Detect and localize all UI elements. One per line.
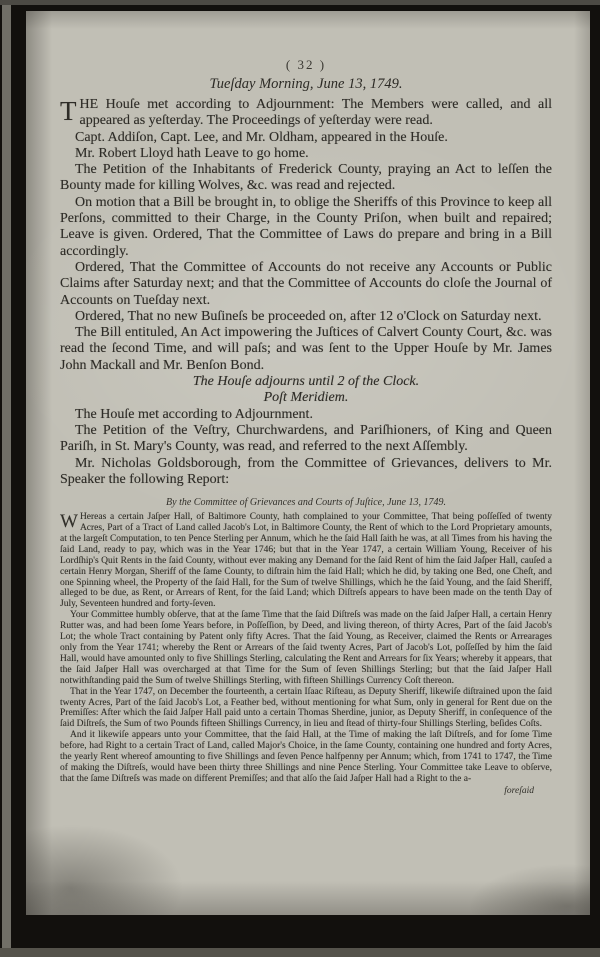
main-text-block	[60, 97, 552, 488]
paragraph: Mr. Robert Lloyd hath Leave to go home.	[75, 145, 309, 161]
page-number: ( 32 )	[285, 57, 327, 72]
paragraph: The Petition of the Veſtry, Churchwardens, and Pariſhioners, of King and Queen Pariſh, in St. Mary's County, was read, and referred to the next Aſſembly.	[60, 422, 552, 455]
adjournment-line: The Houſe adjourns until 2 of the Clock.	[192, 374, 420, 390]
paragraph: The Petition of the Inhabitants of Frederick County, praying an Act to leſſen the Bounty made for killing Wolves, &c. was read and rejected.	[60, 162, 552, 194]
paper	[26, 11, 590, 915]
dropcap-letter: T	[60, 96, 77, 126]
paragraph	[60, 97, 552, 130]
paragraph: Mr. Nicholas Goldsborough, from the Committee of Grievances, delivers to Mr. Speaker the following Report:	[60, 455, 552, 487]
paragraph: Ordered, That no new Buſineſs be proceeded on, after 12 o'Clock on Saturday next.	[75, 308, 542, 324]
report-paragraph	[60, 512, 552, 610]
committee-report-block	[60, 496, 552, 797]
paragraph: The Bill entituled, An Act impowering the Juſtices of Calvert County Court, &c. was read the ſecond Time, and will paſs; and was ſent to the Upper Houſe by Mr. James John Mackall and Mr. Benſon Bond.	[60, 325, 552, 373]
page-content	[60, 57, 552, 797]
report-paragraph: Your Committee humbly obſerve, that at the ſame Time that the ſaid Diſtreſs was made on the ſaid Jaſper Hall, a certain Henry Rutter was, and had been ſome Years before, in Poſſeſſion, by Deed, and living thereon, of thirty Acres, Part of the ſaid Jacob's Lot; the whole Tract containing by Patent only fifty Acres. That the ſaid Young, as Receiver, claimed the Rents or Arrearages only from the Year 1741; whereby the Rent or Arrears of the ſaid twenty Acres, Part of Jacob's Lot, poſſeſſed by him the ſaid Hall, would have amounted only to five Shillings Sterling, calculating the Rent and Arrears for ſix Years; whereby it appears, that the ſaid Jaſper Hall was overcharged at that Time for the Sum of ſeven Shillings Sterling; but that the ſaid Jaſper Hall notwithſtanding paid the Sum of twelve Shillings Sterling, with fifteen Shillings Currency Coſt thereon.	[60, 610, 552, 686]
post-meridiem-line: Poſt Meridiem.	[263, 390, 349, 406]
report-paragraph: And it likewiſe appears unto your Committee, that the ſaid Hall, at the Time of making the laſt Diſtreſs, and for ſome Time before, had Right to a certain Tract of Land, called Major's Choice, in the ſame County, containing one hundred and forty Acres, the yearly Rent whereof amounting to five Shillings and ſeven Pence halfpenny per Annum; which, from 1741 to 1747, the Time of making the Diſtreſs, would have been thirty three Shillings and nine Pence Sterling. Your Committee take Leave to obſerve, that the ſame Diſtreſs was made on different Premiſſes; and that alſo the ſaid Jaſper Hall had a Right to the a-	[60, 730, 552, 784]
catchword: foreſaid	[504, 785, 534, 796]
page-edge-bottom	[0, 948, 600, 957]
paragraph: On motion that a Bill be brought in, to oblige the Sheriffs of this Province to keep all Perſons, committed to their Charge, in the County Priſon, when built and repaired; Leave is given. Ordered, That the Committee of Laws do prepare and bring in a Bill accordingly.	[60, 194, 552, 259]
paragraph: Ordered, That the Committee of Accounts do not receive any Accounts or Public Claims after Saturday next; and that the Committee of Accounts do cloſe the Journal of Accounts on Tueſday next.	[60, 259, 552, 308]
paragraph: Capt. Addiſon, Capt. Lee, and Mr. Oldham, appeared in the Houſe.	[75, 129, 448, 145]
paragraph-text: Hereas a certain Jaſper Hall, of Baltimore County, hath complained to your Committee, That being poſſeſſed of twenty Acres, Part of a Tract of Land called Jacob's Lot, in Baltimore County, the Rent of which to the Lord Proprietary amounts, at the largeſt Computation, to ten Pence Sterling per Annum, which he the ſaid Hall ſaith he was, at all Times from his having the ſaid Land, ready to pay, which was in the Year 1746; but that in the Year 1747, a certain William Young, Receiver of his Lordſhip's Quit Rents in the ſaid County, without ever making any Demand for the ſaid Rent of him the ſaid Jaſper Hall, cauſed a certain Henry Morgan, Sheriff of the ſame County, to diſtrain him the ſaid Hall; which he did, by taking one Bed, one Cheſt, and one Spinning wheel, the Property of the ſaid Hall, for the Sum of twelve Shillings, which he the ſaid Young, and the ſaid Sheriff, alleged to be due, as Rent, or Arrears of Rent, for the ſaid Land; which Diſtreſs appears to have been made on the tenth Day of July, Seventeen hundred and forty-ſeven.	[60, 512, 552, 610]
report-paragraph: That in the Year 1747, on December the fourteenth, a certain Iſaac Riſteau, as Deputy Sheriff, likewiſe diſtrained upon the ſaid twenty Acres, Part of the ſaid Jacob's Lot, a Feather bed, without mentioning for what Sum, only in general for Rent due on the Premiſſes: After which the ſaid Jaſper Hall paid unto a certain Thomas Sherdine, junior, as Deputy Sheriff, in conſequence of the ſaid Diſtreſs, the Sum of two Pounds fifteen Shillings Currency, in lieu and ſtead of thirty-four Shillings Sterling, beſides Coſts.	[60, 686, 552, 730]
page-edge-top	[0, 0, 600, 5]
report-heading: By the Committee of Grievances and Courts of Juſtice, June 13, 1749.	[166, 497, 446, 509]
dropcap-letter: W	[60, 511, 78, 533]
dateline: Tueſday Morning, June 13, 1749.	[209, 76, 403, 92]
paragraph: The Houſe met according to Adjournment.	[75, 406, 313, 422]
page-edge-left	[2, 5, 11, 951]
paragraph-text: HE Houſe met according to Adjournment: The Members were called, and all appeared as yeſterday. The Proceedings of yeſterday were read.	[79, 97, 552, 129]
